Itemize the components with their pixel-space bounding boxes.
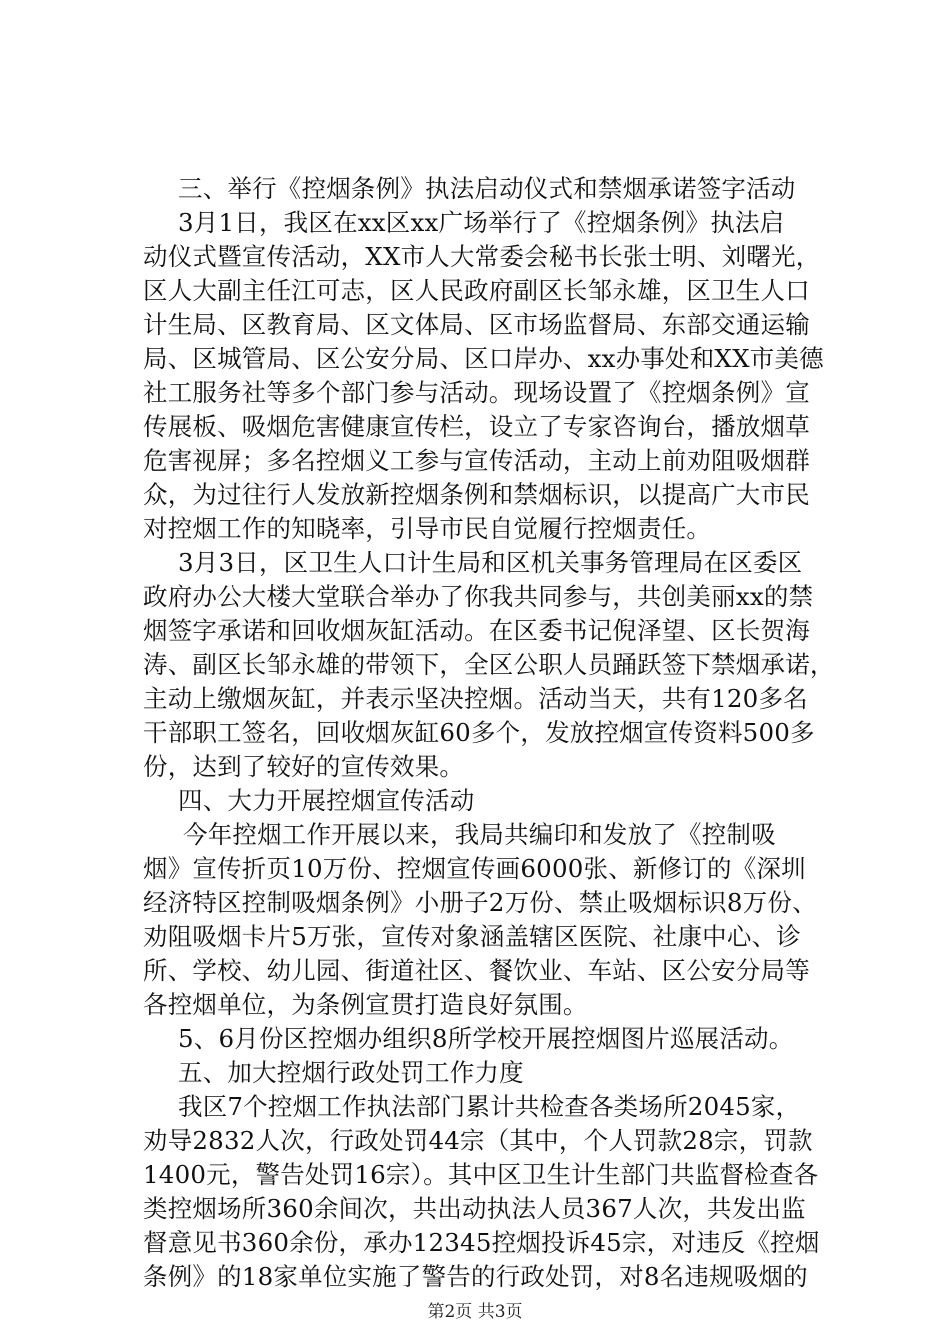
paragraph-line: 3月1日，我区在xx区xx广场举行了《控烟条例》执法启 [178,208,785,237]
paragraph-line: 区人大副主任江可志，区人民政府副区长邹永雄，区卫生人口 [143,276,810,305]
paragraph-line: 动仪式暨宣传活动，XX市人大常委会秘书长张士明、刘曙光， [143,242,821,271]
paragraph-line: 涛、副区长邹永雄的带领下，全区公职人员踊跃签下禁烟承诺， [143,650,835,679]
paragraph-line: 对控烟工作的知晓率，引导市民自觉履行控烟责任。 [143,514,712,543]
paragraph-line: 类控烟场所360余间次，共出动执法人员367人次，共发出监 [143,1194,806,1223]
paragraph-line: 计生局、区教育局、区文体局、区市场监督局、东部交通运输 [143,310,810,339]
paragraph-line: 督意见书360余份，承办12345控烟投诉45宗，对违反《控烟 [143,1228,820,1257]
paragraph-line: 传展板、吸烟危害健康宣传栏，设立了专家咨询台，播放烟草 [143,412,810,441]
page-number-footer: 第2页 共3页 [427,1302,523,1322]
heading-section-four: 四、大力开展控烟宣传活动 [178,786,475,815]
heading-section-three: 三、举行《控烟条例》执法启动仪式和禁烟承诺签字活动 [178,174,796,203]
paragraph-line: 社工服务社等多个部门参与活动。现场设置了《控烟条例》宣 [143,378,810,407]
paragraph-line: 干部职工签名，回收烟灰缸60多个，发放控烟宣传资料500多 [143,718,815,747]
paragraph-line: 烟》宣传折页10万份、控烟宣传画6000张、新修订的《深圳 [143,854,806,883]
paragraph-line: 3月3日，区卫生人口计生局和区机关事务管理局在区委区 [178,548,803,577]
paragraph-line: 经济特区控制吸烟条例》小册子2万份、禁止吸烟标识8万份、 [143,888,817,917]
paragraph-line: 今年控烟工作开展以来，我局共编印和发放了《控制吸 [183,820,776,849]
paragraph-line: 主动上缴烟灰缸，并表示坚决控烟。活动当天，共有120多名 [143,684,808,713]
paragraph-line: 劝阻吸烟卡片5万张，宣传对象涵盖辖区医院、社康中心、诊 [143,922,801,951]
paragraph-line: 我区7个控烟工作执法部门累计共检查各类场所2045家， [178,1092,801,1121]
paragraph-line: 5、6月份区控烟办组织8所学校开展控烟图片巡展活动。 [178,1024,794,1053]
paragraph-line: 份，达到了较好的宣传效果。 [143,752,465,781]
heading-section-five: 五、加大控烟行政处罚工作力度 [178,1058,524,1087]
paragraph-line: 劝导2832人次，行政处罚44宗（其中，个人罚款28宗，罚款 [143,1126,813,1155]
paragraph-line: 危害视屏；多名控烟义工参与宣传活动，主动上前劝阻吸烟群 [143,446,810,475]
paragraph-line: 1400元，警告处罚16宗）。其中区卫生计生部门共监督检查各 [143,1160,819,1189]
paragraph-line: 众，为过往行人发放新控烟条例和禁烟标识，以提高广大市民 [143,480,810,509]
paragraph-line: 各控烟单位，为条例宣贯打造良好氛围。 [143,990,588,1019]
paragraph-line: 局、区城管局、区公安分局、区口岸办、xx办事处和XX市美德 [143,344,824,373]
document-body [143,172,843,1294]
paragraph-line: 烟签字承诺和回收烟灰缸活动。在区委书记倪泽望、区长贺海 [143,616,810,645]
paragraph-line: 政府办公大楼大堂联合举办了你我共同参与，共创美丽xx的禁 [143,582,814,611]
paragraph-line: 条例》的18家单位实施了警告的行政处罚，对8名违规吸烟的 [143,1262,808,1291]
paragraph-line: 所、学校、幼儿园、街道社区、餐饮业、车站、区公安分局等 [143,956,810,985]
